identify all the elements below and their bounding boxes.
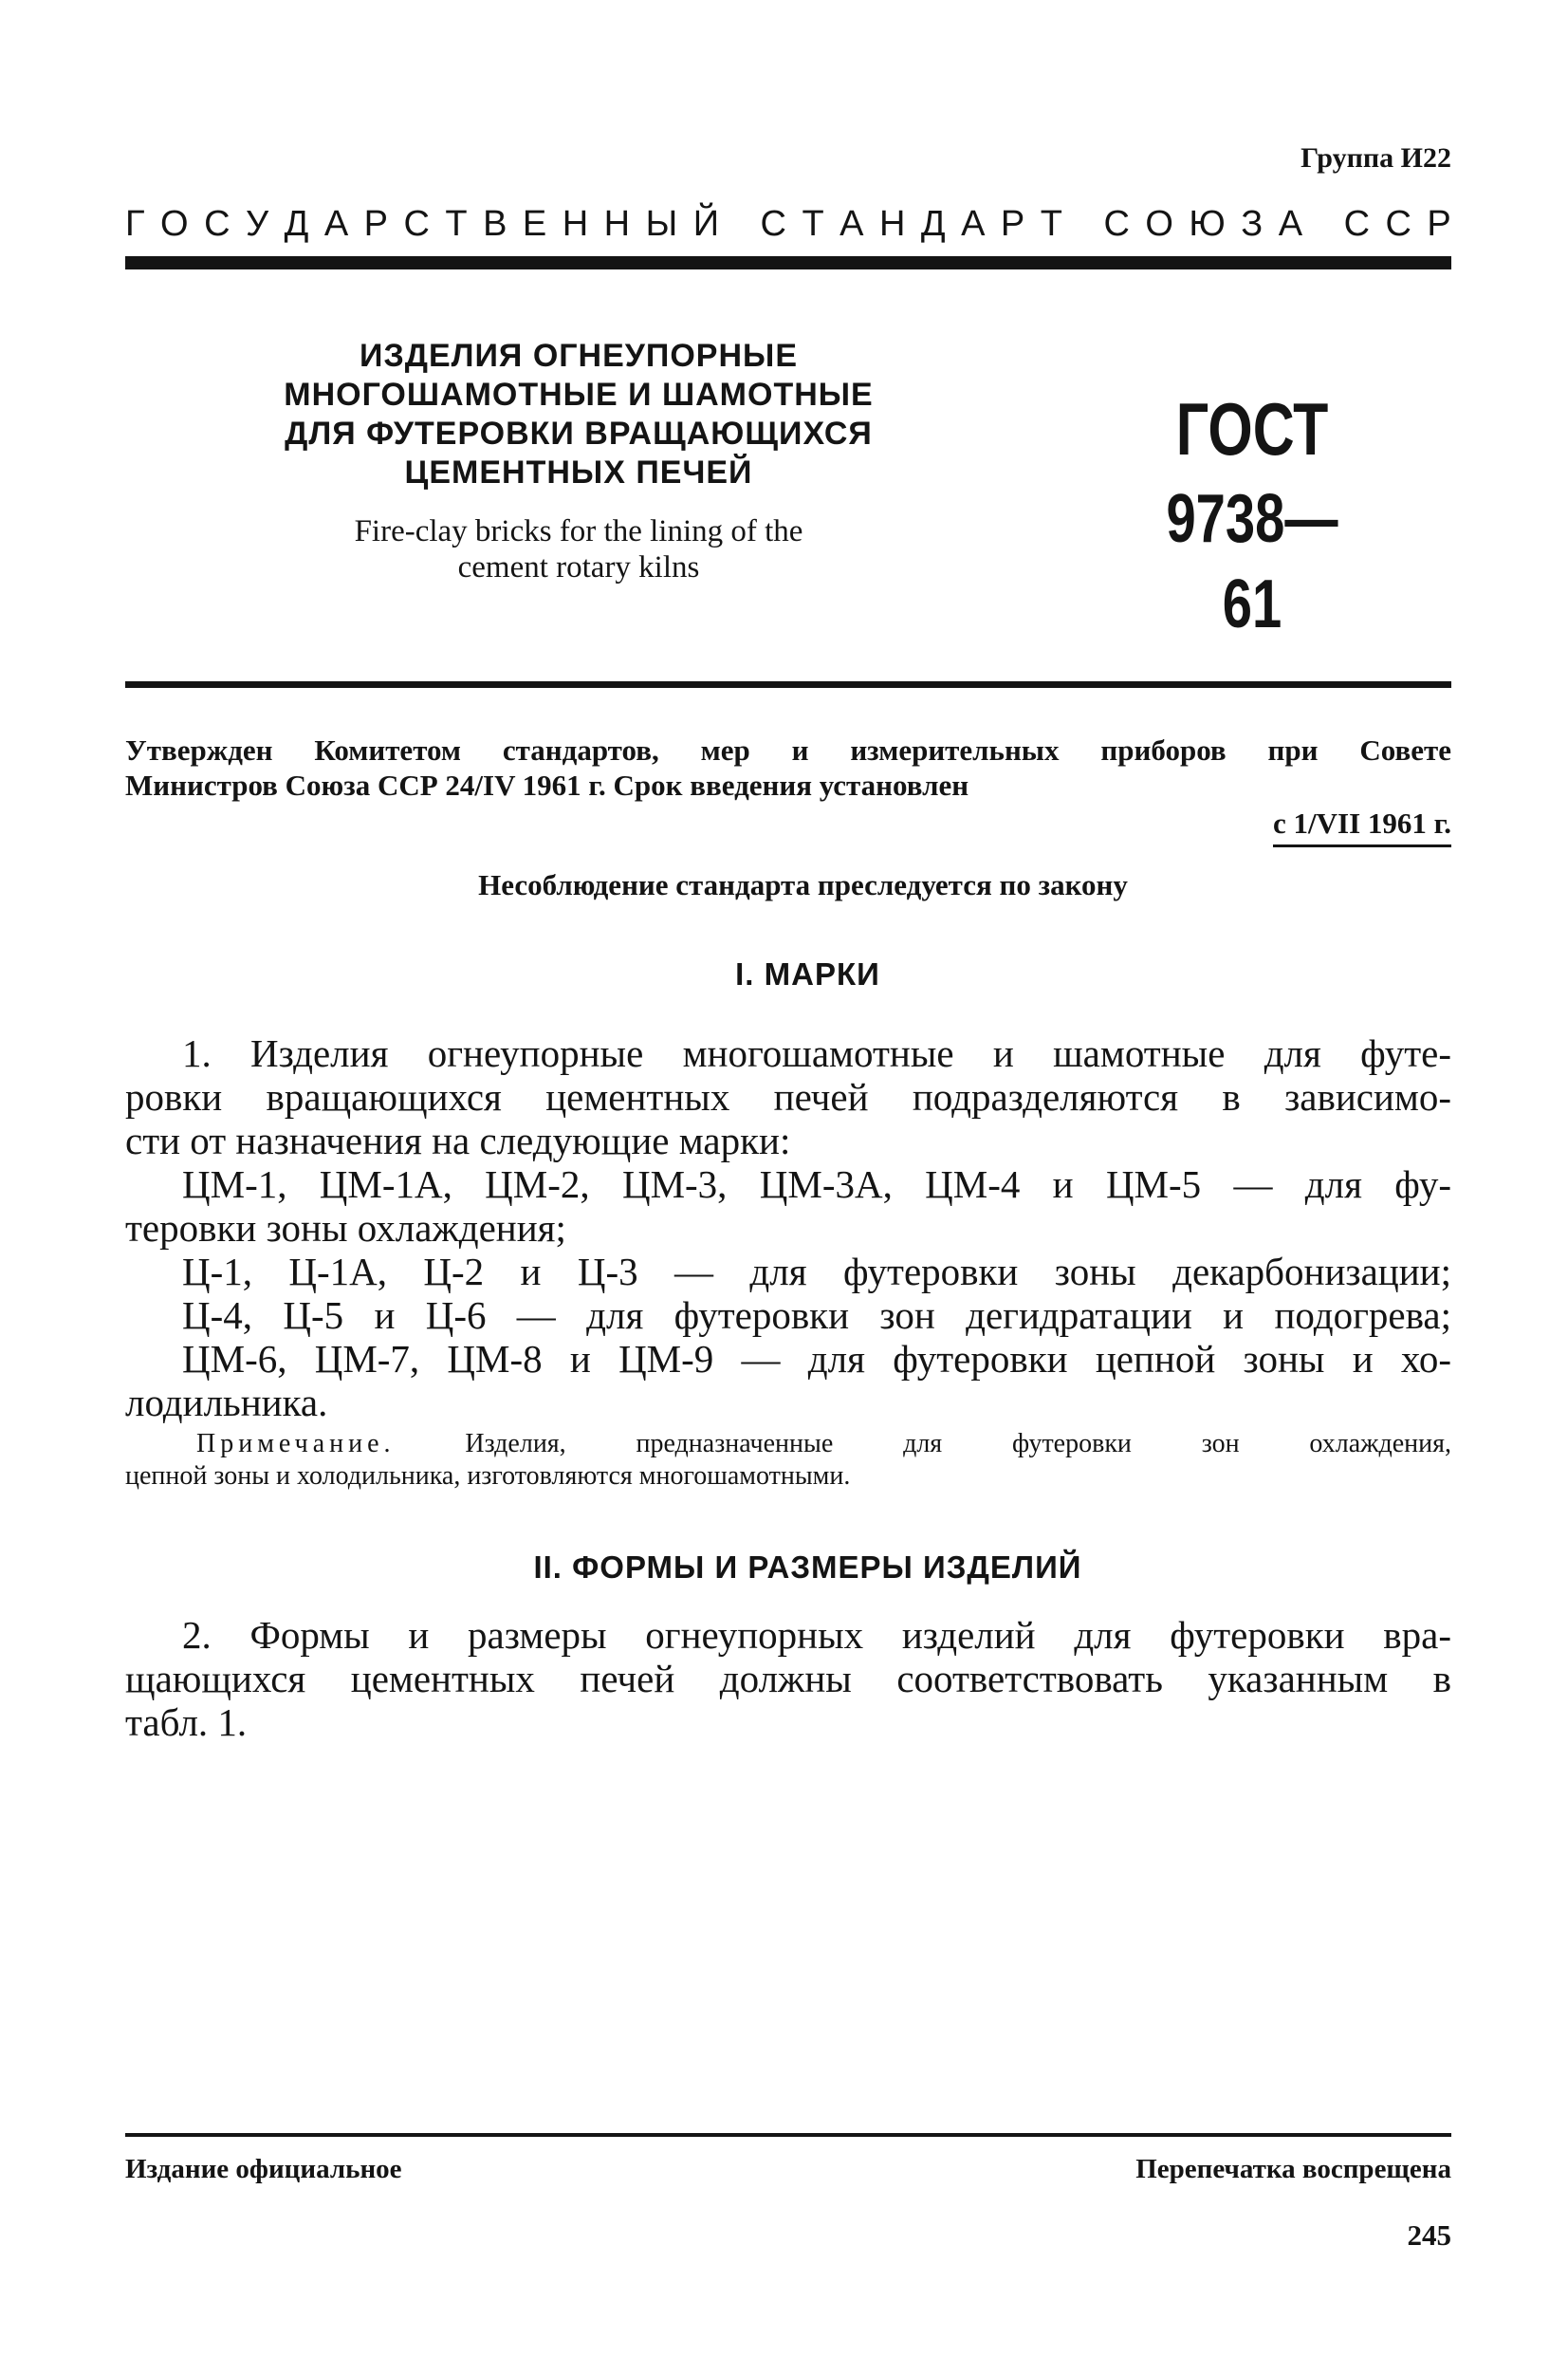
header-title-letter: А: [961, 204, 986, 244]
note-text: Изделия, предназначенные для футеровки зон охлаждения,: [465, 1429, 1452, 1458]
note-line: цепной зоны и холодильника, изготовляются многошамотными.: [125, 1461, 851, 1491]
english-title-line: cement rotary kilns: [457, 550, 700, 584]
approval-text: [125, 733, 1451, 803]
paragraph-1: [125, 1031, 1451, 1424]
footer-reprint-prohibited: Перепечатка воспрещена: [1135, 2154, 1451, 2184]
english-title: [218, 513, 939, 585]
section-heading-marks: I. МАРКИ: [735, 956, 880, 992]
header-title-letter: Р: [1000, 204, 1025, 244]
paragraph-2: [125, 1613, 1451, 1744]
title-line: ДЛЯ ФУТЕРОВКИ ВРАЩАЮЩИХСЯ: [285, 416, 873, 452]
header-title-letter: З: [1241, 204, 1264, 244]
header-title-letter: Г: [125, 204, 145, 244]
approval-line: Министров Союза ССР 24/IV 1961 г. Срок введения установлен: [125, 769, 969, 802]
header-title-letter: Й: [692, 204, 720, 244]
text-line: табл. 1.: [125, 1700, 248, 1744]
header-title-letter: С: [1343, 204, 1371, 244]
marks-line: лодильника.: [125, 1381, 328, 1424]
text-line: сти от назначения на следующие марки:: [125, 1119, 791, 1162]
header-title-letter: Н: [603, 204, 631, 244]
header-title-letter: Н: [878, 204, 906, 244]
note-label: Примечание.: [196, 1429, 396, 1458]
header-title-letter: О: [160, 204, 189, 244]
header-title-letter: А: [839, 204, 864, 244]
header-title-letter: С: [1103, 204, 1130, 244]
header-title-letter: [1319, 204, 1329, 245]
top-rule: [125, 256, 1451, 269]
header-title-letter: В: [483, 204, 507, 244]
header-title-letter: Р: [1427, 204, 1451, 244]
header-title-letter: Д: [284, 204, 309, 244]
title-line: ИЗДЕЛИЯ ОГНЕУПОРНЫЕ: [360, 338, 798, 374]
header-title-letter: У: [246, 204, 269, 244]
marks-line: Ц-4, Ц-5 и Ц-6 — для футеровки зон дегидратации и подогрева;: [182, 1293, 1451, 1337]
header-title-letter: Н: [562, 204, 589, 244]
text-line: ровки вращающихся цементных печей подразделяются в зависимо-: [125, 1075, 1451, 1119]
section-heading-forms: II. ФОРМЫ И РАЗМЕРЫ ИЗДЕЛИЙ: [533, 1549, 1082, 1585]
header-title-letter: С: [1385, 204, 1411, 244]
effective-date: с 1/VII 1961 г.: [1273, 807, 1451, 847]
text-line: щающихся цементных печей должны соответствовать указанным в: [125, 1657, 1451, 1700]
header-title-letter: О: [1145, 204, 1173, 244]
text-line: 2. Формы и размеры огнеупорных изделий для футеровки вра-: [182, 1613, 1451, 1657]
bottom-rule: [125, 2133, 1451, 2137]
english-title-line: Fire-clay bricks for the lining of the: [354, 514, 803, 548]
note: [125, 1428, 1451, 1493]
header-title-letter: [734, 204, 745, 245]
gost-label: ГОСТ: [1175, 387, 1329, 471]
header-title-letter: Д: [920, 204, 946, 244]
header-title-letter: А: [323, 204, 349, 244]
page-number: 245: [1407, 2218, 1451, 2252]
title-line: ЦЕМЕНТНЫХ ПЕЧЕЙ: [404, 455, 753, 491]
gost-block: [1119, 389, 1385, 647]
header-title-letter: С: [204, 204, 231, 244]
marks-line: ЦМ-1, ЦМ-1А, ЦМ-2, ЦМ-3, ЦМ-3А, ЦМ-4 и ЦМ-5 — для фу-: [182, 1162, 1451, 1206]
header-title-letter: Т: [1040, 204, 1062, 244]
header-title-letter: Р: [363, 204, 389, 244]
header-title-letter: А: [1278, 204, 1303, 244]
header-title-letter: Ю: [1189, 204, 1226, 244]
footer-official-edition: Издание официальное: [125, 2154, 402, 2184]
title-line: МНОГОШАМОТНЫЕ И ШАМОТНЫЕ: [284, 377, 874, 413]
group-label: Группа И22: [1301, 142, 1451, 174]
approval-line: Утвержден Комитетом стандартов, мер и измерительных приборов при Совете: [125, 733, 1451, 767]
marks-line: теровки зоны охлаждения;: [125, 1206, 566, 1250]
marks-line: Ц-1, Ц-1А, Ц-2 и Ц-3 — для футеровки зоны декарбонизации;: [182, 1250, 1451, 1293]
header-title-letter: Ы: [645, 204, 678, 244]
note-line: [125, 1428, 1451, 1460]
header-title-letter: С: [760, 204, 786, 244]
title-block: [218, 337, 939, 585]
header-title-letter: Е: [522, 204, 547, 244]
law-notice: Несоблюдение стандарта преследуется по закону: [478, 868, 1128, 901]
marks-line: ЦМ-6, ЦМ-7, ЦМ-8 и ЦМ-9 — для футеровки цепной зоны и хо-: [182, 1337, 1451, 1381]
header-title-letter: [1078, 204, 1088, 245]
document-header-title: [125, 204, 1451, 245]
gost-number: 9738—61: [1166, 481, 1338, 642]
middle-rule: [125, 681, 1451, 688]
header-title-letter: Т: [802, 204, 824, 244]
text-line: 1. Изделия огнеупорные многошамотные и шамотные для футе-: [182, 1031, 1451, 1075]
header-title-letter: С: [403, 204, 430, 244]
header-title-letter: Т: [445, 204, 468, 244]
